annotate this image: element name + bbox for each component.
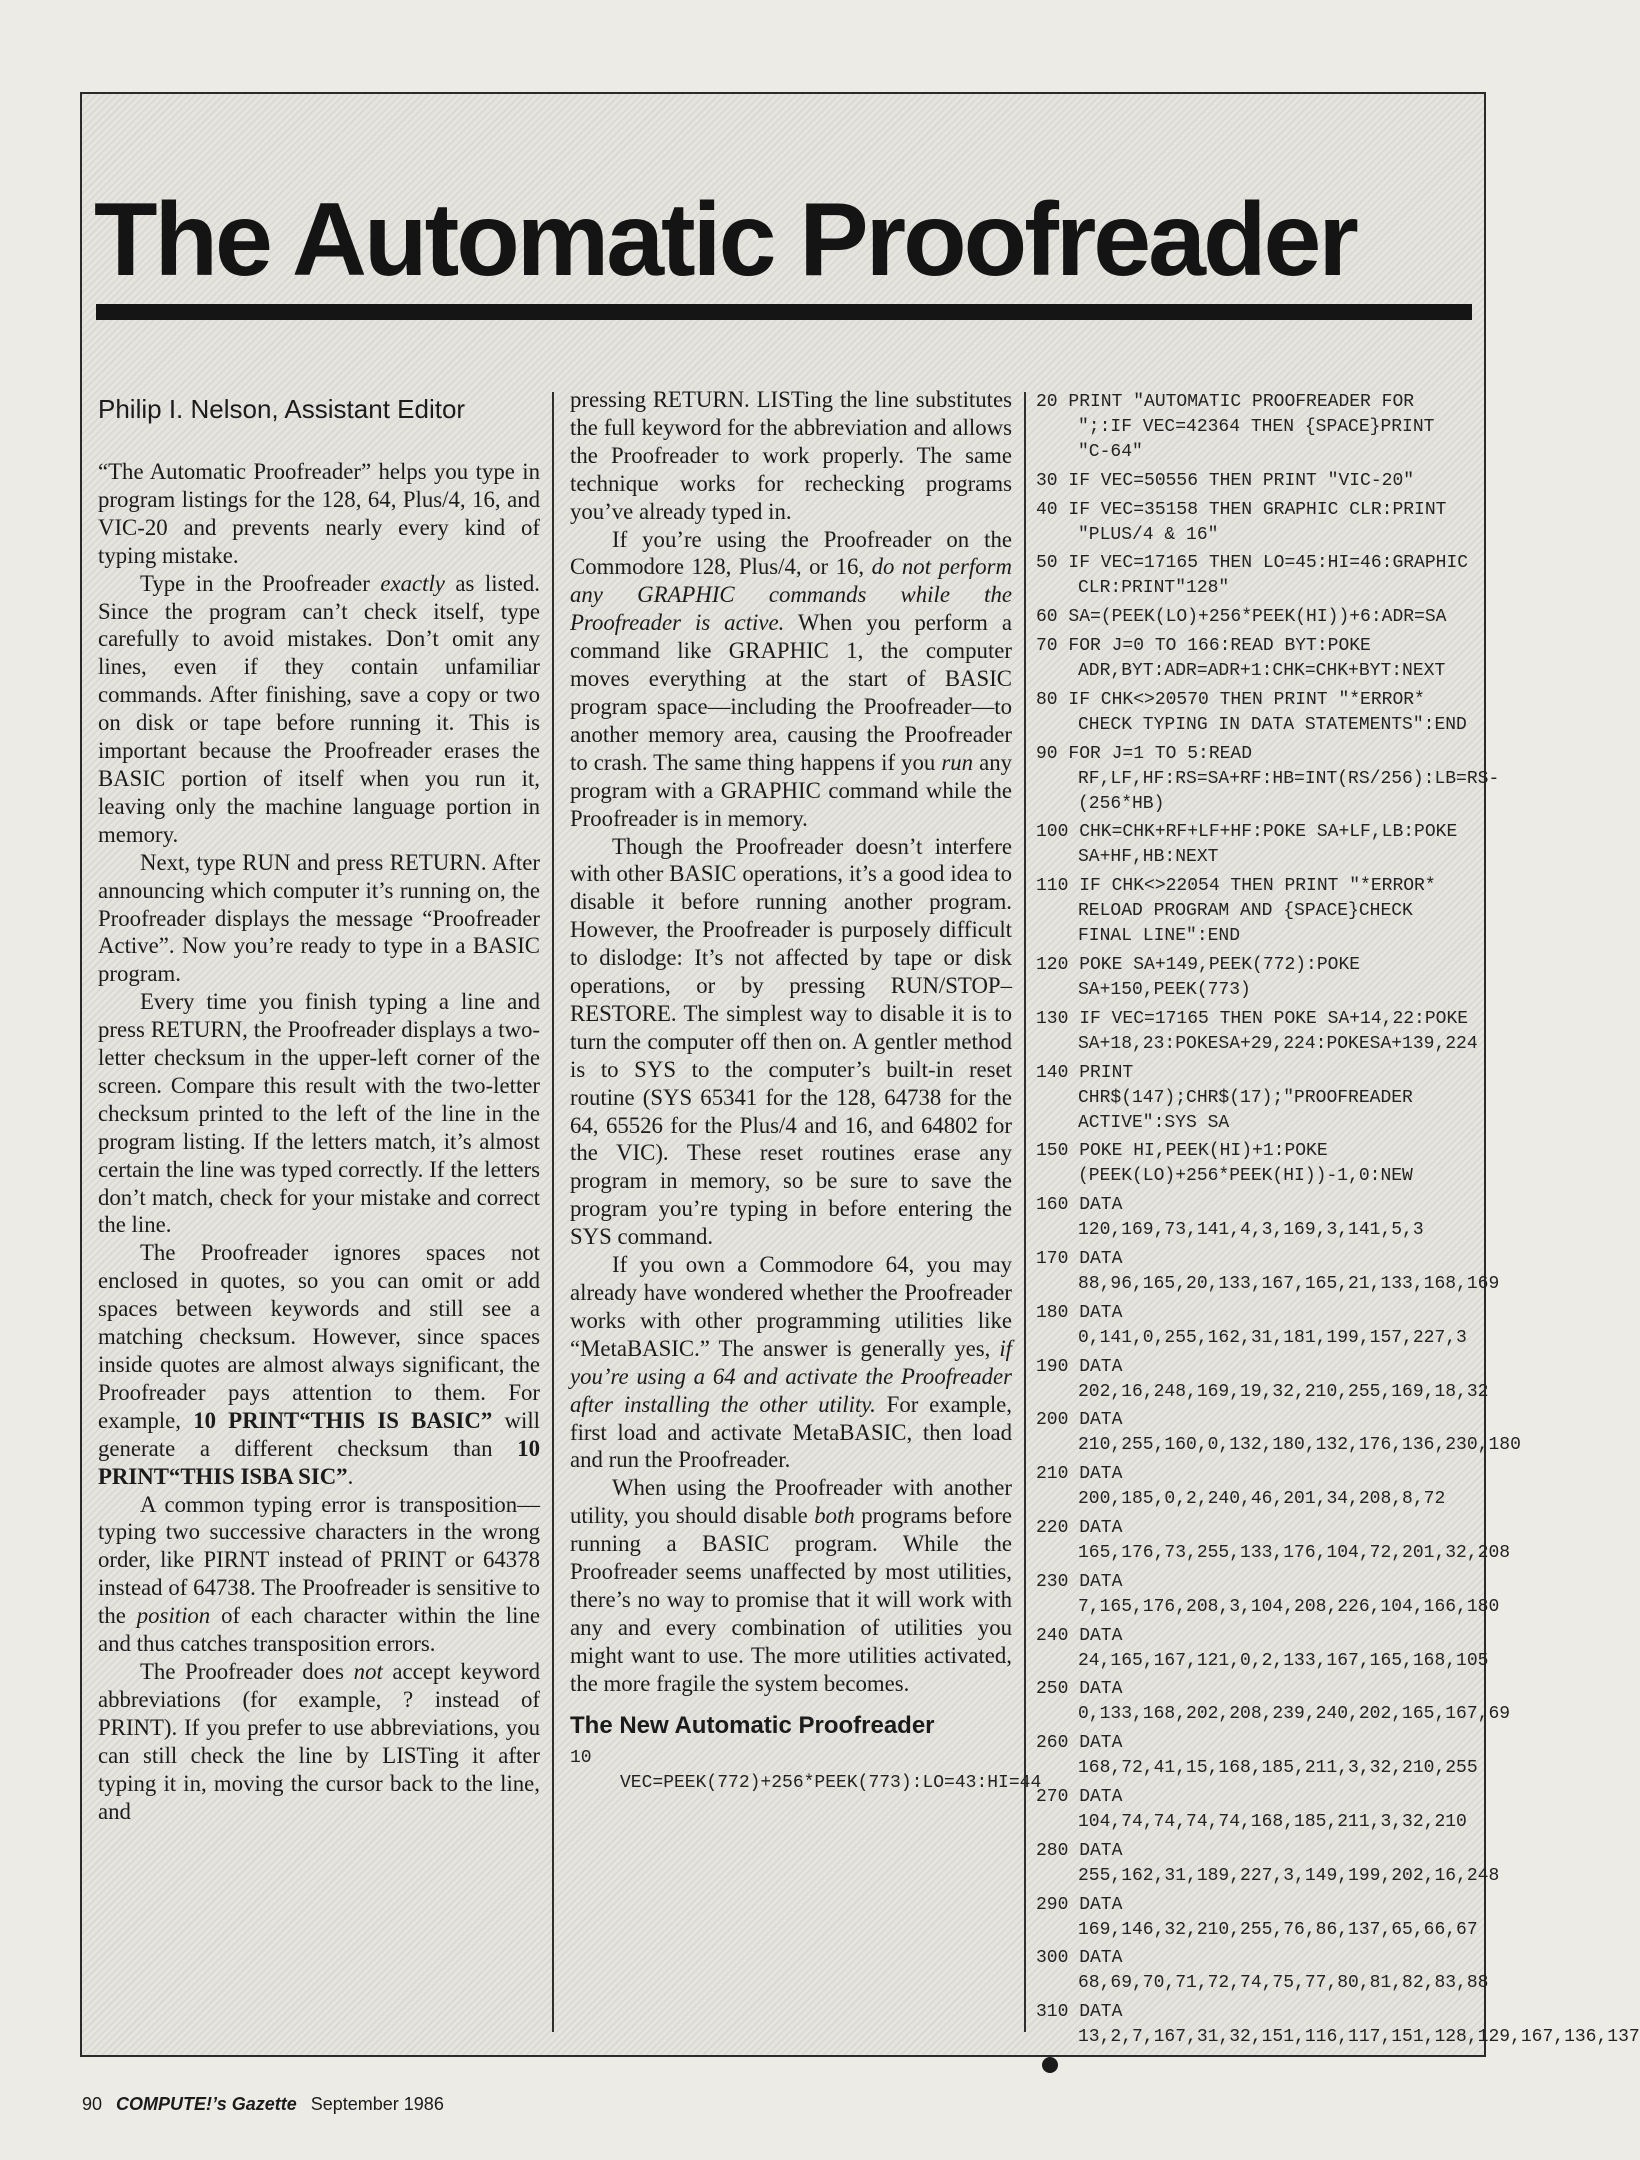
code-line: 280 DATA 255,162,31,189,227,3,149,199,202,16,248 [1036, 1840, 1500, 1886]
code-line: 180 DATA 0,141,0,255,162,31,181,199,157,227,3 [1036, 1302, 1467, 1348]
code-line: 240 DATA 24,165,167,121,0,2,133,167,165,168,105 [1036, 1625, 1489, 1671]
code-listing [1036, 390, 1640, 2079]
code-line: 260 DATA 168,72,41,15,168,185,211,3,32,210,255 [1036, 1733, 1478, 1779]
text-column-2 [570, 386, 1042, 2026]
byline: Philip I. Nelson, Assistant Editor [98, 394, 466, 424]
code-line: 200 DATA 210,255,160,0,132,180,132,176,136,230,180 [1036, 1410, 1521, 1456]
code-line: 20 PRINT "AUTOMATIC PROOFREADER FOR ";:IF VEC=42364 THEN {SPACE}PRINT "C-64" [1036, 392, 1446, 462]
issue-date: September 1986 [310, 2094, 444, 2114]
code-line: 170 DATA 88,96,165,20,133,167,165,21,133,168,169 [1036, 1248, 1500, 1294]
paragraph: A common typing error is transposition—typing two successive characters in the wrong order, like PIRNT instead of PRINT or 64378 instead of 64738. The Proofreader is sensitive to the position of each character within the line and thus catches transposition errors. [98, 1491, 540, 1657]
listing-subhead: The New Automatic Proofreader [570, 1711, 935, 1739]
paragraph: pressing RETURN. LISTing the line substitutes the full keyword for the abbreviation and allows the Proofreader to work properly. The same technique works for rechecking programs you’ve already typed in. [570, 387, 1012, 524]
magazine-name: COMPUTE!’s Gazette [116, 2094, 297, 2114]
code-line: 90 FOR J=1 TO 5:READ RF,LF,HF:RS=SA+RF:HB=INT(RS/256):LB=RS-(256*HB) [1036, 743, 1500, 814]
code-line: 290 DATA 169,146,32,210,255,76,86,137,65,66,67 [1036, 1894, 1478, 1940]
paragraph: Next, type RUN and press RETURN. After announcing which computer it’s running on, the Proofreader displays the message “Proofreader Active”. Now you’re ready to type in a BASIC program. [98, 849, 540, 987]
page-footer [82, 2094, 458, 2115]
end-of-article-icon [1042, 2057, 1058, 2073]
paragraph: The Proofreader ignores spaces not enclosed in quotes, so you can omit or add spaces between keywords and still see a matching checksum. However, since spaces inside quotes are almost always significant, the Proofreader pays attention to them. For example, 10 PRINT“THIS IS BASIC” will generate a different checksum than 10 PRINT“THIS ISBA SIC”. [98, 1240, 541, 1489]
paragraph: If you’re using the Proofreader on the Commodore 128, Plus/4, or 16, do not perform any GRAPHIC commands while the Proofreader is active. When you perform a command like GRAPHIC 1, the computer moves everything at the start of BASIC program space—including the Proofreader—to another memory area, causing the Proofreader to crash. The same thing happens if you run any program with a GRAPHIC command while the Proofreader is in memory. [570, 526, 1012, 831]
code-line: 160 DATA 120,169,73,141,4,3,169,3,141,5,3 [1036, 1195, 1424, 1241]
paragraph: Every time you finish typing a line and press RETURN, the Proofreader displays a two-letter checksum in the upper-left corner of the screen. Compare this result with the two-letter checksum printed to the left of the line in the program listing. If the letters match, it’s almost certain the line was typed correctly. If the letters don’t match, check for your mistake and correct the line. [98, 989, 540, 1238]
code-line: 130 IF VEC=17165 THEN POKE SA+14,22:POKE SA+18,23:POKESA+29,224:POKESA+139,224 [1036, 1008, 1479, 1054]
code-line: 120 POKE SA+149,PEEK(772):POKE SA+150,PEEK(773) [1036, 954, 1371, 1000]
code-line: 10 VEC=PEEK(772)+256*PEEK(773):LO=43:HI=44 [570, 1747, 1042, 1793]
code-line: 270 DATA 104,74,74,74,74,168,185,211,3,32,210 [1036, 1786, 1467, 1832]
paragraph: Type in the Proofreader exactly as listed. Since the program can’t check itself, type carefully to avoid mistakes. Don’t omit any lines, even if they contain unfamiliar commands. After finishing, save a copy or two on disk or tape before running it. This is important because the Proofreader erases the BASIC portion of itself when you run it, leaving only the machine language portion in memory. [98, 570, 540, 847]
code-line: 140 PRINT CHR$(147);CHR$(17);"PROOFREADER ACTIVE":SYS SA [1036, 1062, 1424, 1133]
code-line: 220 DATA 165,176,73,255,133,176,104,72,201,32,208 [1036, 1517, 1511, 1563]
code-line: 40 IF VEC=35158 THEN GRAPHIC CLR:PRINT "PLUS/4 & 16" [1036, 499, 1458, 545]
code-line: 30 IF VEC=50556 THEN PRINT "VIC-20" [1036, 470, 1415, 491]
code-listing-start [570, 1746, 1042, 1796]
code-line: 60 SA=(PEEK(LO)+256*PEEK(HI))+6:ADR=SA [1036, 607, 1447, 628]
code-line: 100 CHK=CHK+RF+LF+HF:POKE SA+LF,LB:POKE SA+HF,HB:NEXT [1036, 822, 1469, 868]
paragraph: Though the Proofreader doesn’t interfere with other BASIC operations, it’s a good idea to disable it before running another program. However, the Proofreader is purposely difficult to dislodge: It’s not affected by tape or disk operations, or by pressing RUN/STOP– RESTORE. The simplest way to disable it is to turn the computer off then on. A gentler method is to SYS to the computer’s built-in reset routine (SYS 65341 for the 128, 64738 for the 64, 65526 for the Plus/4 and 16, and 64802 for the VIC). These reset routines erase any program in memory, so be sure to save the program you’re typing in before entering the SYS command. [570, 833, 1012, 1250]
code-column [1036, 390, 1640, 2048]
code-line: 80 IF CHK<>20570 THEN PRINT "*ERROR* CHECK TYPING IN DATA STATEMENTS":END [1036, 689, 1467, 735]
paragraph: If you own a Commodore 64, you may already have wondered whether the Proofreader works with other programming utilities like “MetaBASIC.” The answer is generally yes, if you’re using a 64 and activate the Proofreader after installing the other utility. For example, first load and activate MetaBASIC, then load and run the Proofreader. [570, 1252, 1012, 1473]
article-title: The Automatic Proofreader [94, 182, 1356, 298]
paragraph: “The Automatic Proofreader” helps you type in program listings for the 128, 64, Plus/4, 16, and VIC-20 and prevents nearly every kind of typing mistake. [98, 459, 540, 568]
paragraph: The Proofreader does not accept keyword abbreviations (for example, ? instead of PRINT). If you prefer to use abbreviations, you can still check the line by LISTing it after typing it in, moving the cursor back to the line, and [98, 1658, 541, 1824]
code-line: 110 IF CHK<>22054 THEN PRINT "*ERROR* RELOAD PROGRAM AND {SPACE}CHECK FINAL LINE":END [1036, 876, 1447, 947]
title-rule [96, 304, 1472, 320]
code-line: 50 IF VEC=17165 THEN LO=45:HI=46:GRAPHIC CLR:PRINT"128" [1036, 553, 1479, 599]
code-line: 300 DATA 68,69,70,71,72,74,75,77,80,81,82,83,88 [1036, 1948, 1489, 1994]
code-line: 150 POKE HI,PEEK(HI)+1:POKE (PEEK(LO)+256*PEEK(HI))-1,0:NEW [1036, 1141, 1413, 1187]
code-line: 250 DATA 0,133,168,202,208,239,240,202,165,167,69 [1036, 1679, 1511, 1725]
code-line: 210 DATA 200,185,0,2,240,46,201,34,208,8,72 [1036, 1464, 1446, 1510]
paragraph: When using the Proofreader with another utility, you should disable both programs before running a BASIC program. While the Proofreader seems unaffected by most utilities, there’s no way to promise that it will work with any and every combination of utilities you might want to use. The more utilities activated, the more fragile the system becomes. [570, 1475, 1012, 1696]
page-number: 90 [82, 2094, 103, 2114]
code-line: 230 DATA 7,165,176,208,3,104,208,226,104,166,180 [1036, 1571, 1500, 1617]
code-line: 190 DATA 202,16,248,169,19,32,210,255,169,18,32 [1036, 1356, 1489, 1402]
column-divider-1 [552, 392, 554, 2032]
code-line: 310 DATA 13,2,7,167,31,32,151,116,117,151,128,129,167,136,137 [1036, 2002, 1640, 2048]
code-line: 70 FOR J=0 TO 166:READ BYT:POKE ADR,BYT:ADR=ADR+1:CHK=CHK+BYT:NEXT [1036, 635, 1446, 681]
text-column-1 [98, 386, 540, 2026]
